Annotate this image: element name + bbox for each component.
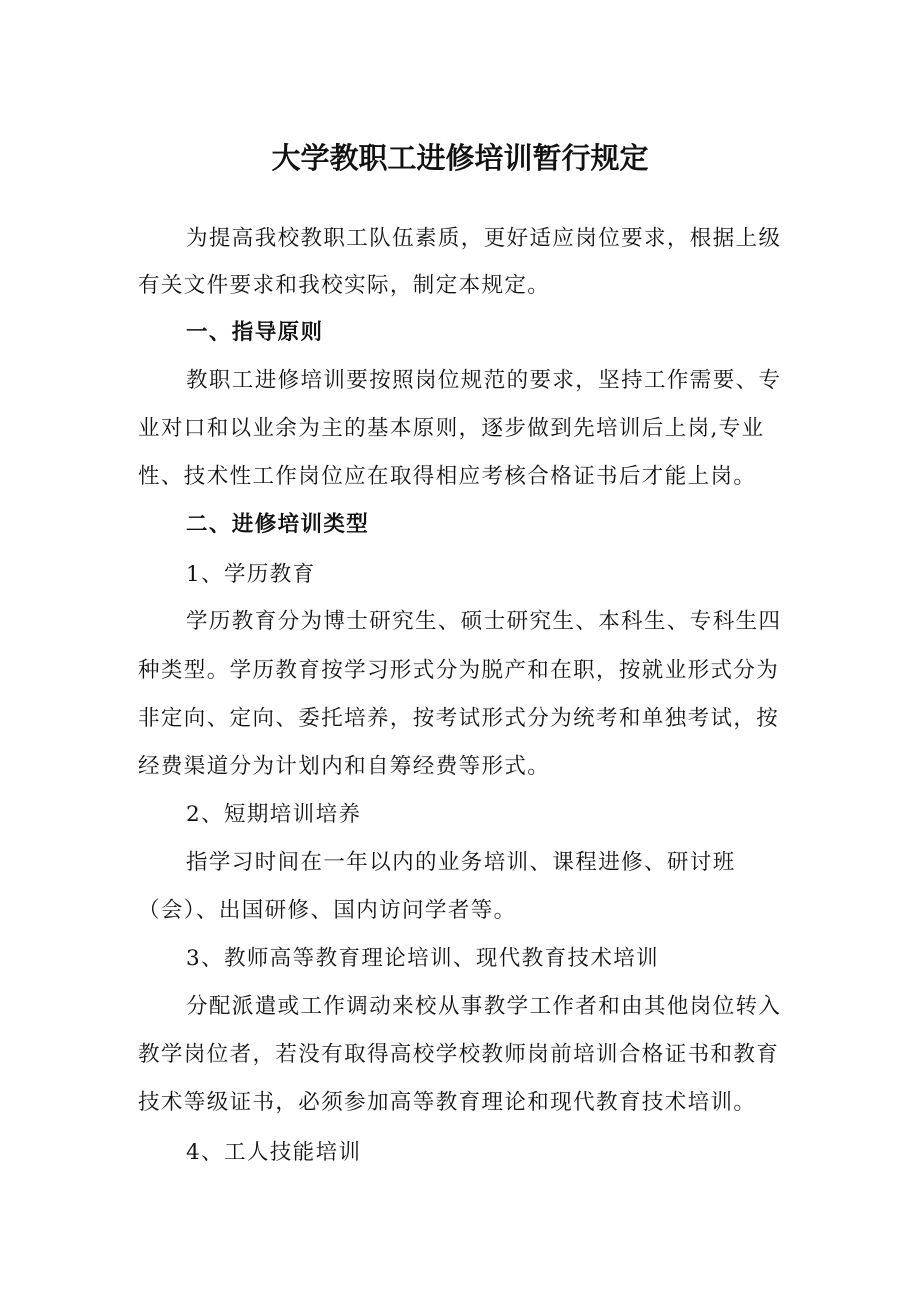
principle-line-2: 业对口和以业余为主的基本原则，逐步做到先培训后上岗,专业 (138, 416, 765, 441)
principle-line-1: 教职工进修培训要按照岗位规范的要求，坚持工作需要、专 (186, 368, 782, 393)
section-heading-1: 一、指导原则 (186, 320, 324, 345)
teacher-line-1: 分配派遣或工作调动来校从事教学工作者和由其他岗位转入 (186, 994, 782, 1019)
intro-line-2: 有关文件要求和我校实际，制定本规定。 (138, 273, 551, 298)
teacher-line-2: 教学岗位者，若没有取得高校学校教师岗前培训合格证书和教育 (138, 1042, 780, 1067)
principle-line-3: 性、技术性工作岗位应在取得相应考核合格证书后才能上岗。 (138, 464, 757, 489)
education-line-2: 种类型。学历教育按学习形式分为脱产和在职，按就业形式分为 (138, 658, 780, 683)
education-line-3: 非定向、定向、委托培养，按考试形式分为统考和单独考试，按 (138, 706, 780, 731)
intro-line-1: 为提高我校教职工队伍素质，更好适应岗位要求，根据上级 (186, 226, 782, 251)
subheading-2: 2、短期培训培养 (186, 802, 362, 827)
section-heading-2: 二、进修培训类型 (186, 512, 370, 537)
subheading-3: 3、教师高等教育理论培训、现代教育技术培训 (186, 946, 660, 971)
teacher-line-3: 技术等级证书，必须参加高等教育理论和现代教育技术培训。 (138, 1090, 757, 1115)
subheading-1: 1、学历教育 (186, 562, 316, 587)
shortterm-line-1: 指学习时间在一年以内的业务培训、课程进修、研讨班 (186, 850, 736, 875)
education-line-1: 学历教育分为博士研究生、硕士研究生、本科生、专科生四 (186, 609, 782, 634)
subheading-4: 4、工人技能培训 (186, 1140, 362, 1165)
document-title: 大学教职工进修培训暂行规定 (271, 141, 649, 175)
education-line-4: 经费渠道分为计划内和自筹经费等形式。 (138, 754, 551, 779)
shortterm-line-2: （会）、出国研修、国内访问学者等。 (138, 898, 517, 923)
